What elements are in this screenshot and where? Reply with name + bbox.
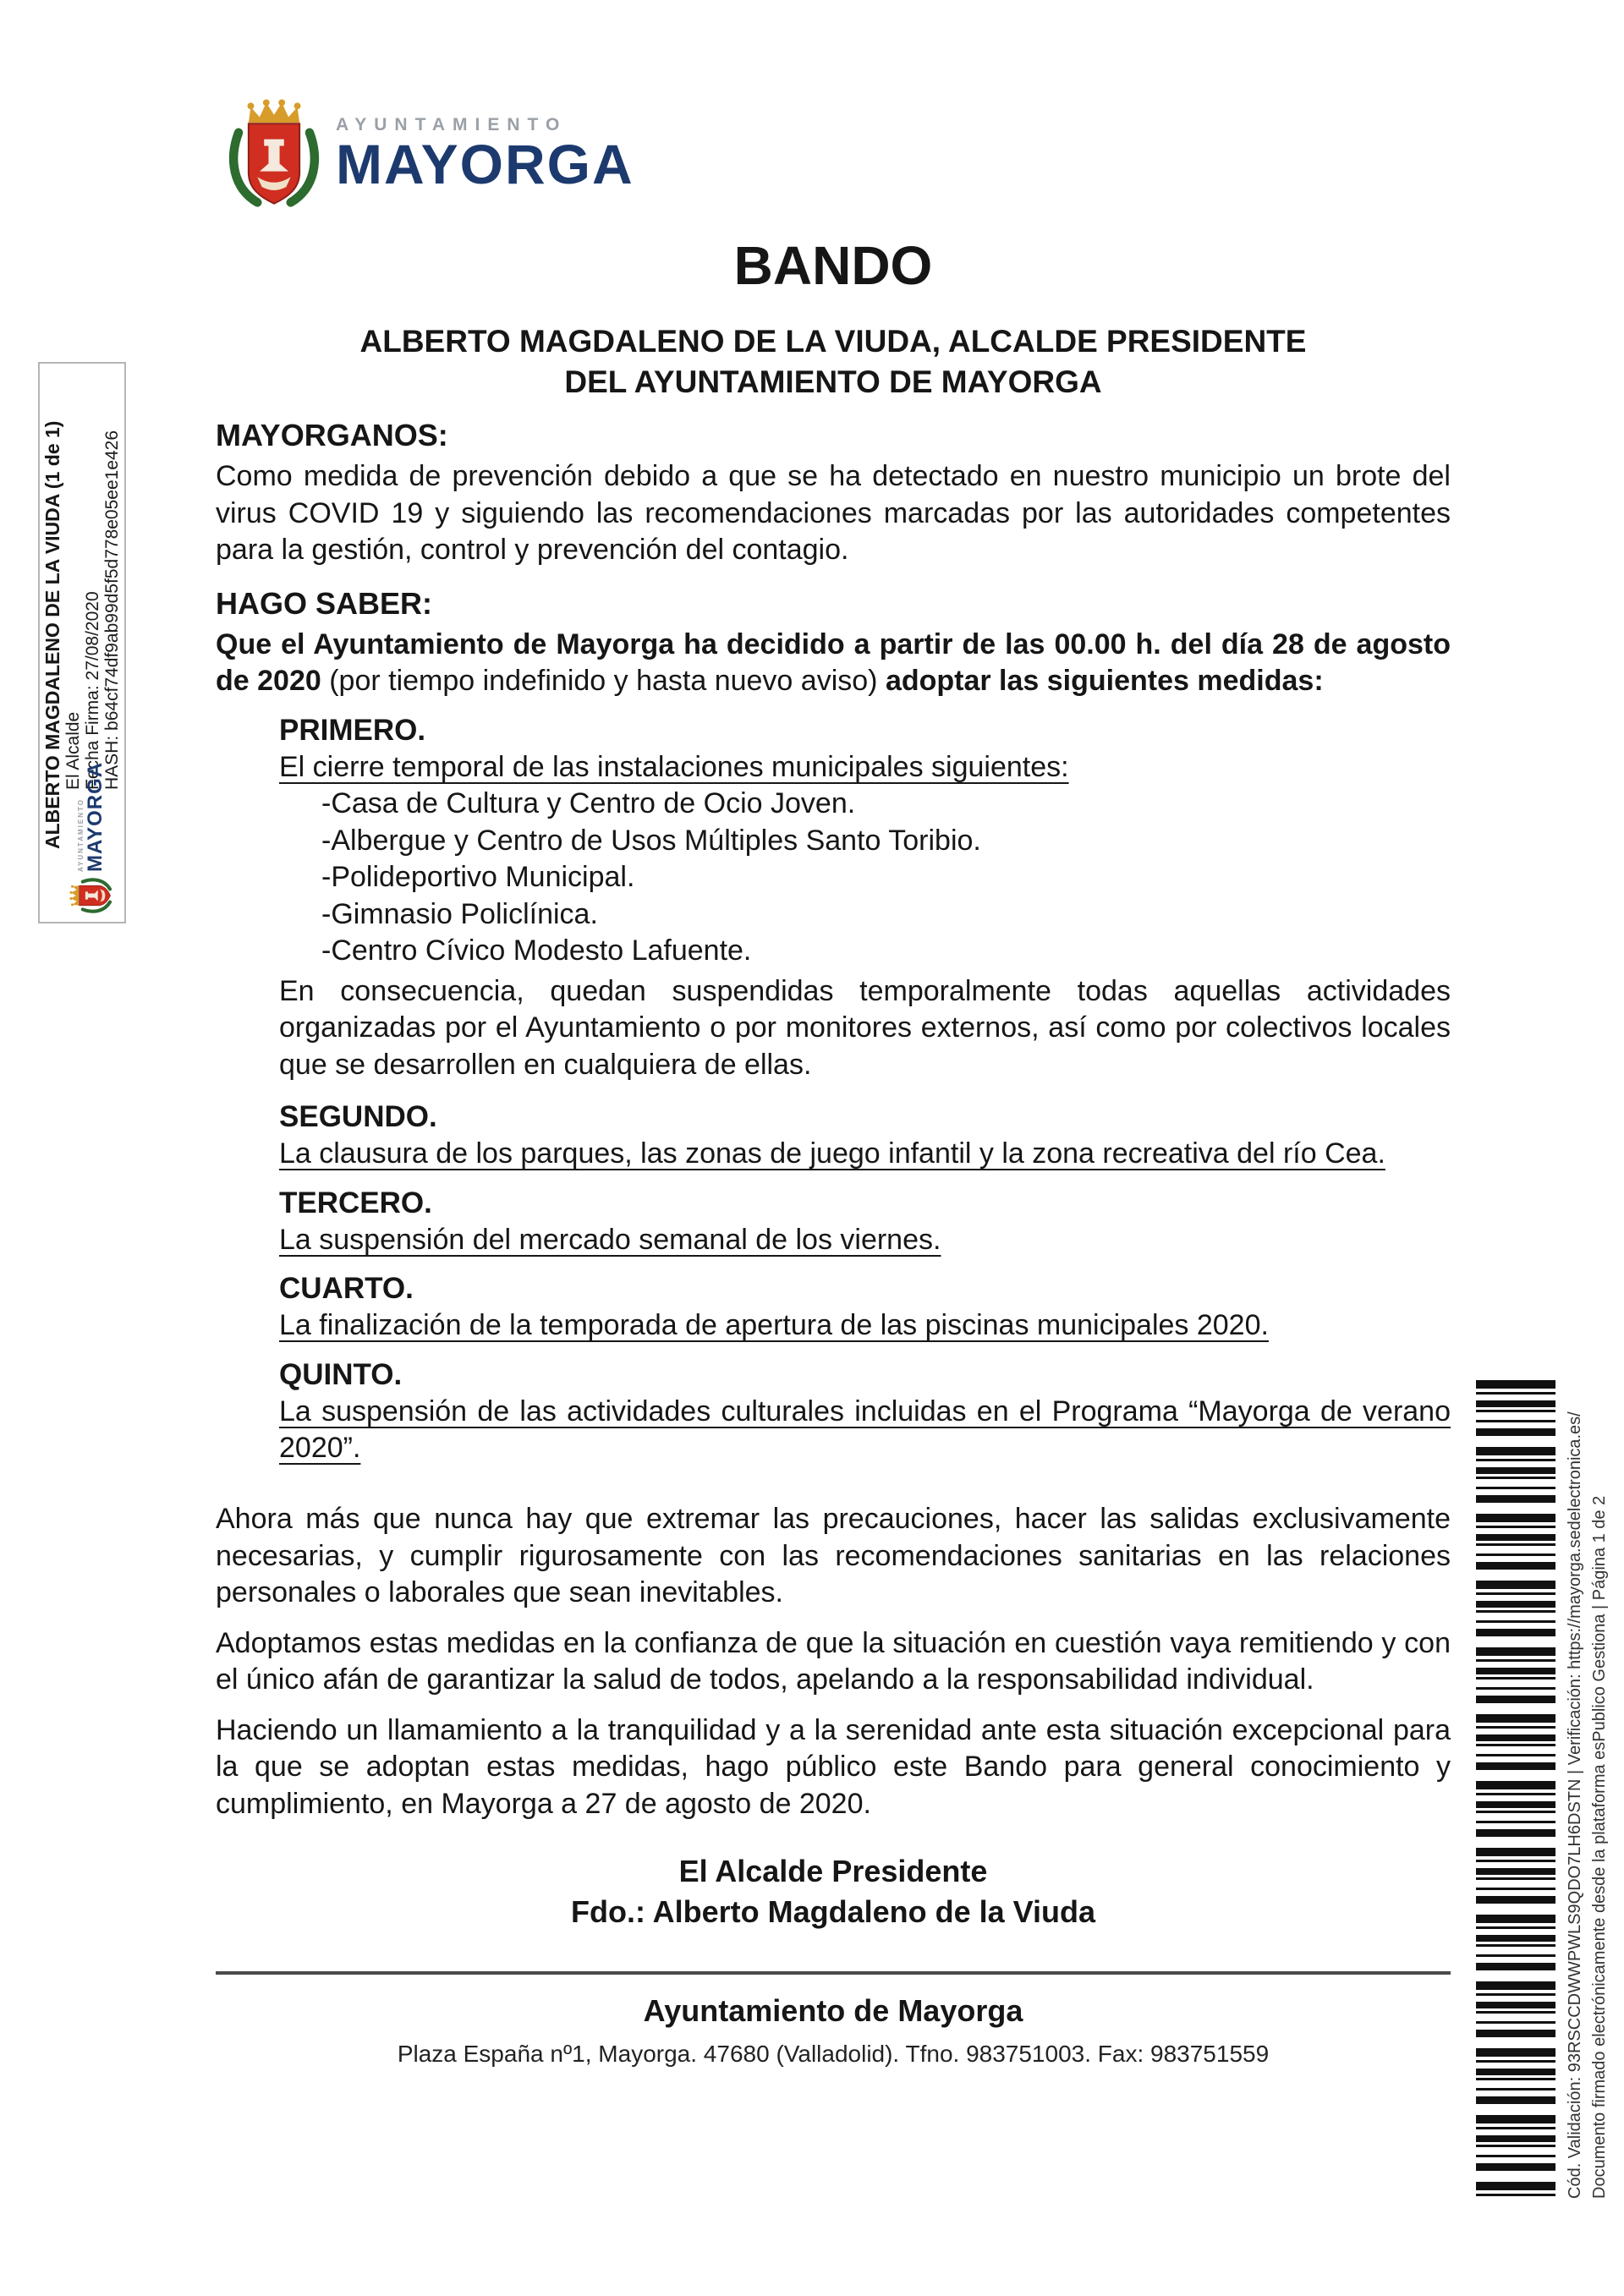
list-item: -Albergue y Centro de Usos Múltiples Santo Toribio. — [321, 824, 981, 857]
logo-mayorga-label: MAYORGA — [336, 133, 634, 196]
tercero-text: La suspensión del mercado semanal de los viernes. — [279, 1223, 941, 1256]
cuarto-text: La finalización de la temporada de apertura de las piscinas municipales 2020. — [279, 1309, 1269, 1342]
mayorganos-heading: MAYORGANOS: — [216, 418, 448, 453]
closing-paragraph: Adoptamos estas medidas en la confianza de que la situación en cuestión vaya remitiendo y con el único afán de garantizar la salud de todos, apelando a la responsabilidad individual. — [216, 1626, 1451, 1696]
stamp-signer-name: ALBERTO MAGDALENO DE LA VIUDA (1 de 1) — [41, 420, 63, 849]
primero-label: PRIMERO. — [279, 713, 426, 747]
barcode — [1476, 1380, 1555, 2197]
left-signature-stamp — [38, 362, 126, 923]
hago-saber-heading: HAGO SABER: — [216, 585, 433, 621]
closed-facilities-list — [279, 786, 1451, 970]
signature-block — [216, 1851, 1451, 1932]
crest-icon — [224, 95, 324, 215]
document-title: BANDO — [733, 235, 933, 296]
crest-icon — [69, 876, 114, 915]
segundo-label: SEGUNDO. — [279, 1100, 437, 1134]
list-item: -Gimnasio Policlínica. — [321, 897, 598, 930]
consequence-paragraph: En consecuencia, quedan suspendidas temporalmente todas aquellas actividades organizadas por el Ayuntamiento o por monitores externos, así como por colectivos locales que se desarrollen en cualquiera de ellas. — [279, 974, 1451, 1081]
stamp-logo-text — [77, 762, 106, 872]
footer-entity-name: Ayuntamiento de Mayorga — [643, 1992, 1023, 2028]
quinto-text: La suspensión de las actividades culturales incluidas en el Programa “Mayorga de verano 2020”. — [279, 1395, 1451, 1465]
stamp-hash: HASH: b64cf74df9ab99d5f5d778e05ee1e426 — [102, 430, 122, 790]
signature-name: Fdo.: Alberto Magdaleno de la Viuda — [570, 1893, 1096, 1929]
stamp-logo-ayuntamiento: AYUNTAMIENTO — [76, 798, 85, 872]
logo-ayuntamiento-label: AYUNTAMIENTO — [336, 115, 568, 135]
footer-divider — [216, 1971, 1451, 1975]
primero-text: El cierre temporal de las instalaciones municipales siguientes: — [279, 750, 1069, 783]
closing-paragraph: Haciendo un llamamiento a la tranquilidad y a la serenidad ante esta situación excepcional para la que se adoptan estas medidas, hago público este Bando para general conocimiento y cumplimiento, en Mayorga a 27 de agosto de 2020. — [216, 1713, 1451, 1820]
signature-role: El Alcalde Presidente — [678, 1854, 988, 1889]
list-item: -Centro Cívico Modesto Lafuente. — [321, 934, 752, 967]
stamp-sign-date: Fecha Firma: 27/08/2020 — [83, 591, 102, 790]
footer-address: Plaza España nº1, Mayorga. 47680 (Valladolid). Tfno. 983751003. Fax: 983751559 — [397, 2040, 1270, 2067]
logo-text — [336, 115, 634, 194]
measures-section — [216, 714, 1451, 1467]
mayorga-logo — [224, 91, 1451, 218]
list-item: -Polideportivo Municipal. — [321, 861, 635, 894]
stamp-signer-role: El Alcalde — [63, 711, 83, 790]
decree-paragraph — [216, 627, 1451, 700]
quinto-label: QUINTO. — [279, 1357, 403, 1391]
segundo-text: La clausura de los parques, las zonas de juego infantil y la zona recreativa del río Cea. — [279, 1137, 1385, 1170]
validation-code-line: Cód. Validación: 93RSCCDWWPWLS9QDO7LH6DSTN | Verificación: https://mayorga.sedelectronica.es/ — [1566, 1411, 1584, 2199]
decree-normal: (por tiempo indefinido y hasta nuevo aviso) — [329, 665, 886, 698]
stamp-mayorga-logo — [69, 762, 114, 915]
left-stamp-rotated-content — [41, 369, 124, 918]
decree-bold-end: adoptar las siguientes medidas: — [885, 665, 1324, 698]
right-validation-stamp — [1563, 1395, 1614, 2199]
tercero-label: TERCERO. — [279, 1186, 432, 1219]
document-content — [216, 0, 1451, 2068]
cuarto-label: CUARTO. — [279, 1272, 414, 1306]
list-item: -Casa de Cultura y Centro de Ocio Joven. — [321, 787, 856, 820]
document-subheader: ALBERTO MAGDALENO DE LA VIUDA, ALCALDE PRESIDENTE DEL AYUNTAMIENTO DE MAYORGA — [359, 324, 1307, 400]
closing-paragraph: Ahora más que nunca hay que extremar las precauciones, hacer las salidas exclusivamente necesarias, y cumplir rigurosamente con las recomendaciones sanitarias en las relaciones personales o laborales que sean inevitables. — [216, 1502, 1451, 1609]
stamp-logo-mayorga: MAYORGA — [83, 761, 107, 872]
intro-paragraph: Como medida de prevención debido a que se ha detectado en nuestro municipio un brote del virus COVID 19 y siguiendo las recomendaciones marcadas por las autoridades competentes para la gestión, control y prevención del contagio. — [216, 460, 1451, 567]
signed-platform-line: Documento firmado electrónicamente desde la plataforma esPublico Gestiona | Página 1 de 2 — [1590, 1495, 1609, 2199]
decree-bold-start: Que el Ayuntamiento de Mayorga ha decidido a partir de las 00.00 h. del día 28 de agosto de 2020 — [216, 627, 1451, 698]
